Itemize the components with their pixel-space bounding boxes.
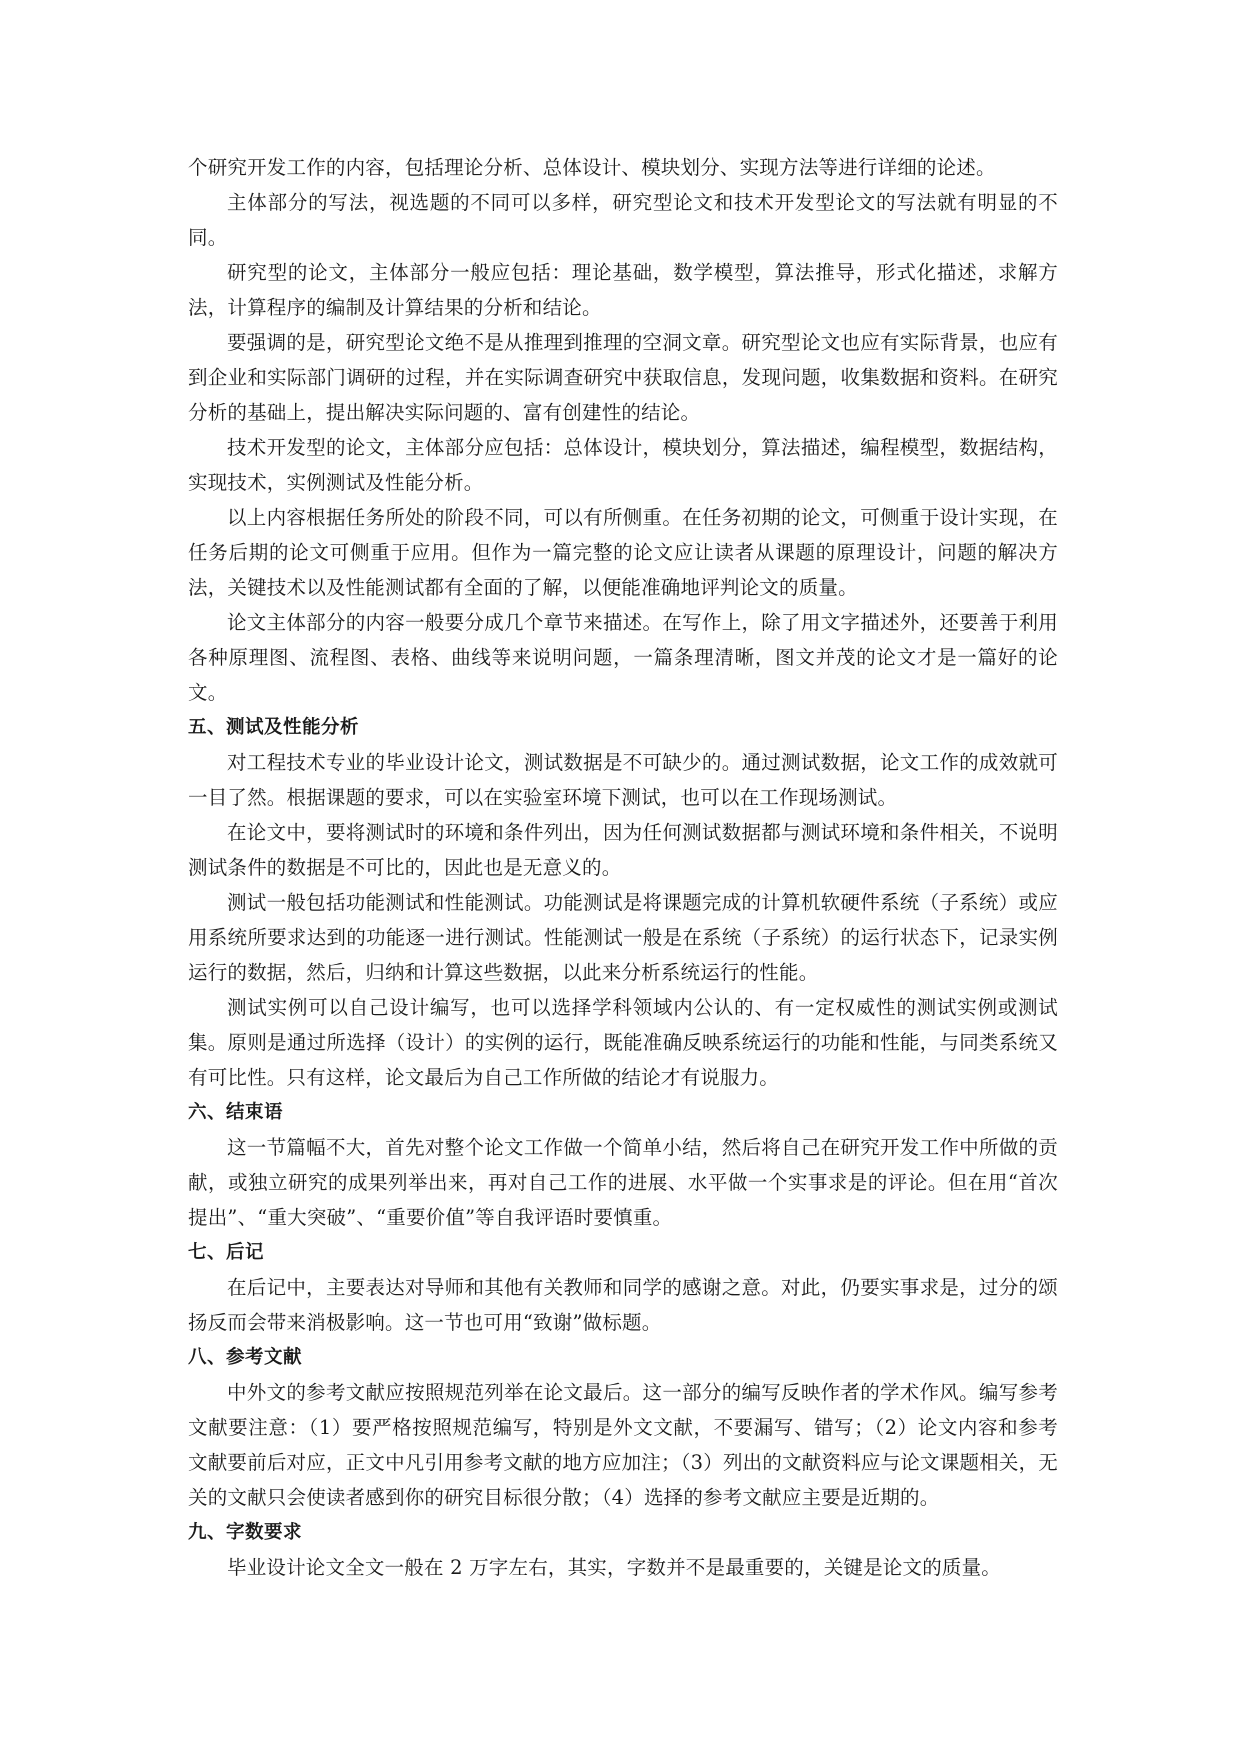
body-paragraph: 这一节篇幅不大，首先对整个论文工作做一个简单小结，然后将自己在研究开发工作中所做的贡献，或独立研究的成果列举出来，再对自己工作的进展、水平做一个实事求是的评论。但在用“首次提出”、“重大突破”、“重要价值”等自我评语时要慎重。: [188, 1136, 1058, 1229]
section-heading-testing: 五、测试及性能分析: [188, 717, 360, 738]
body-paragraph: 在后记中，主要表达对导师和其他有关教师和同学的感谢之意。对此，仍要实事求是，过分的颂扬反而会带来消极影响。这一节也可用“致谢”做标题。: [188, 1276, 1058, 1334]
section-heading-postscript: 七、后记: [188, 1242, 265, 1263]
body-paragraph: 技术开发型的论文，主体部分应包括：总体设计，模块划分，算法描述，编程模型，数据结构，实现技术，实例测试及性能分析。: [188, 436, 1058, 494]
body-paragraph: 毕业设计论文全文一般在 2 万字左右，其实，字数并不是最重要的，关键是论文的质量。: [227, 1556, 1002, 1579]
body-paragraph: 测试实例可以自己设计编写，也可以选择学科领域内公认的、有一定权威性的测试实例或测试集。原则是通过所选择（设计）的实例的运行，既能准确反映系统运行的功能和性能，与同类系统又有可比性。只有这样，论文最后为自己工作所做的结论才有说服力。: [188, 996, 1058, 1089]
body-paragraph: 中外文的参考文献应按照规范列举在论文最后。这一部分的编写反映作者的学术作风。编写参考文献要注意：（1）要严格按照规范编写，特别是外文文献，不要漏写、错写；（2）论文内容和参考文献要前后对应，正文中凡引用参考文献的地方应加注；（3）列出的文献资料应与论文课题相关，无关的文献只会使读者感到你的研究目标很分散；（4）选择的参考文献应主要是近期的。: [188, 1381, 1058, 1509]
body-paragraph: 论文主体部分的内容一般要分成几个章节来描述。在写作上，除了用文字描述外，还要善于利用各种原理图、流程图、表格、曲线等来说明问题，一篇条理清晰，图文并茂的论文才是一篇好的论文。: [188, 611, 1058, 704]
body-paragraph: 对工程技术专业的毕业设计论文，测试数据是不可缺少的。通过测试数据，论文工作的成效就可一目了然。根据课题的要求，可以在实验室环境下测试，也可以在工作现场测试。: [188, 751, 1058, 809]
body-paragraph: 要强调的是，研究型论文绝不是从推理到推理的空洞文章。研究型论文也应有实际背景，也应有到企业和实际部门调研的过程，并在实际调查研究中获取信息，发现问题，收集数据和资料。在研究分析的基础上，提出解决实际问题的、富有创建性的结论。: [188, 331, 1058, 424]
body-paragraph: 主体部分的写法，视选题的不同可以多样，研究型论文和技术开发型论文的写法就有明显的不同。: [188, 191, 1058, 249]
section-heading-word-count: 九、字数要求: [188, 1522, 303, 1543]
body-paragraph: 测试一般包括功能测试和性能测试。功能测试是将课题完成的计算机软硬件系统（子系统）或应用系统所要求达到的功能逐一进行测试。性能测试一般是在系统（子系统）的运行状态下，记录实例运行的数据，然后，归纳和计算这些数据，以此来分析系统运行的性能。: [188, 891, 1058, 984]
document-page: [188, 150, 1058, 1585]
body-paragraph: 研究型的论文，主体部分一般应包括：理论基础，数学模型，算法推导，形式化描述，求解方法，计算程序的编制及计算结果的分析和结论。: [188, 261, 1058, 319]
section-heading-references: 八、参考文献: [188, 1347, 303, 1368]
body-paragraph: 在论文中，要将测试时的环境和条件列出，因为任何测试数据都与测试环境和条件相关，不说明测试条件的数据是不可比的，因此也是无意义的。: [188, 821, 1058, 879]
body-paragraph: 个研究开发工作的内容，包括理论分析、总体设计、模块划分、实现方法等进行详细的论述。: [188, 156, 996, 179]
body-paragraph: 以上内容根据任务所处的阶段不同，可以有所侧重。在任务初期的论文，可侧重于设计实现，在任务后期的论文可侧重于应用。但作为一篇完整的论文应让读者从课题的原理设计，问题的解决方法，关键技术以及性能测试都有全面的了解，以便能准确地评判论文的质量。: [188, 506, 1058, 599]
section-heading-conclusion: 六、结束语: [188, 1102, 284, 1123]
